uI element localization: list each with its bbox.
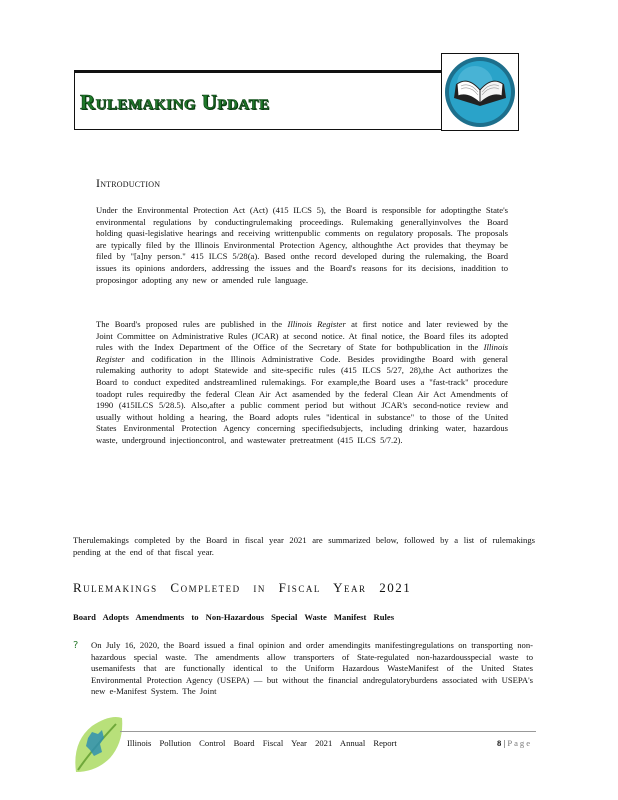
p2-text-a: The Board's proposed rules are published in the [96,319,288,329]
illinois-leaf-logo [70,712,126,778]
illinois-register-ref-1: Illinois Register [287,319,346,329]
section-subheading: Board Adopts Amendments to Non-Hazardous Special Waste Manifest Rules [73,612,395,622]
p2-text-c: and codification in the Illinois Administrative Code. Besides providingthe Board with general rulemaking authority to adopt Statewide and site-specific rules (415 ILCS 5/27, 28),the Act authorizes the Board to conduct expedited andstreamlined rulemakings. For example,the Board uses a "fast-track" procedure toadopt rules requiredby the federal Clean Air Act asamended by the federal Clean Air Act Amendments of 1990 (415ILCS 5/28.5). Also,after a public comment period but without JCAR's second-notice review and usually without holding a hearing, the Board adopts rules "identical in substance" to those of the United States Environmental Protection Agency concerning specifiedsubjects, including drinking water, hazardous waste, underground injectioncontrol, and wastewater pretreatment (415 ILCS 5/7.2). [96,353,508,445]
footer-report-title: Illinois Pollution Control Board Fiscal Year 2021 Annual Report [127,738,397,748]
intro-heading: Introduction [96,176,161,190]
page-word: Page [507,738,533,748]
bullet-icon: ? [73,640,79,651]
intro-paragraph-3: Therulemakings completed by the Board in fiscal year 2021 are summarized below, followed by a list of rulemakings pending at the end of that fiscal year. [73,535,535,557]
p2-text-b: at first notice and later reviewed by the Joint Committee on Administrative Rules (JCAR) at second notice. At final notice, the Board files its adopted rules with the Index Department of the Office of the Secretary of State for bothpublication in the [96,319,508,353]
bullet-paragraph: On July 16, 2020, the Board issued a final opinion and order amendingits manifestingregulations on transporting non-hazardous special waste. The amendments allow transporters of State-regulated non-hazardousspecial waste to usemanifests that are functionally identical to the Uniform Hazardous WasteManifest of the United States Environmental Protection Agency (USEPA) — but without the financial andregulatoryburdens associated with USEPA's new e-Manifest System. The Joint [91,640,533,697]
intro-paragraph-1: Under the Environmental Protection Act (Act) (415 ILCS 5), the Board is responsible for adoptingthe State's environmental regulations by conductingrulemaking proceedings. Rulemaking generallyinvolves the Board holding quasi-legislative hearings and receiving writtenpublic comments on regulatory proposals. The proposals are typically filed by the Illinois Environmental Protection Agency, althoughthe Act provides that theymay be filed by "[a]ny person." 415 ILCS 5/28(a). Based onthe record developed during the rulemaking, the Board issues its opinions andorders, addressing the issues and the Board's reasons for its decisions, inaddition to proposingor adopting any new or amended rule language. [96,205,508,285]
footer-rule [120,731,536,732]
page-separator: | [501,738,508,748]
intro-paragraph-2 [96,319,508,447]
page-number: 8 [497,738,502,748]
footer-page-number [497,738,532,748]
section-heading: Rulemakings Completed in Fiscal Year 2021 [73,580,412,595]
illinois-register-ref-2: Illinois Register [96,342,508,364]
page-title: Rulemaking Update [80,90,270,114]
open-book-icon [442,54,518,130]
header-icon-box [441,53,519,131]
